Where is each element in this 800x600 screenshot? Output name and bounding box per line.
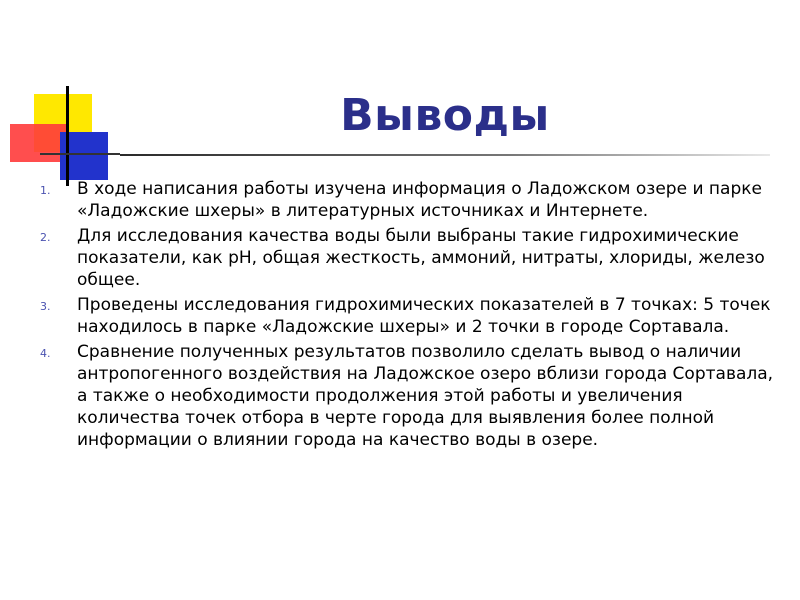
decorative-red-rectangle [10, 124, 66, 162]
list-item [40, 341, 780, 451]
list-item [40, 294, 780, 338]
list-item-text: Для исследования качества воды были выбраны такие гидрохимические показатели, как pH, общая жесткость, аммоний, нитраты, хлориды, железо общее. [77, 226, 765, 290]
list-item-number: 1. [40, 184, 51, 197]
list-item-number: 4. [40, 347, 51, 360]
list-item-number: 2. [40, 231, 51, 244]
conclusions-list [40, 178, 780, 454]
slide-title: Выводы [340, 90, 550, 141]
list-item-text: В ходе написания работы изучена информация о Ладожском озере и парке «Ладожские шхеры» в литературных источниках и Интернете. [77, 179, 762, 221]
list-item-number: 3. [40, 300, 51, 313]
list-item-text: Проведены исследования гидрохимических показателей в 7 точках: 5 точек находилось в парке «Ладожские шхеры» и 2 точки в городе Сортавала. [77, 295, 771, 337]
decorative-horizontal-line [40, 153, 120, 155]
list-item-text: Сравнение полученных результатов позволило сделать вывод о наличии антропогенного воздействия на Ладожское озеро вблизи города Сортавала, а также о необходимости продолжения этой работы и увеличения количества точек отбора в черте города для выявления более полной информации о влиянии города на качество воды в озере. [77, 342, 774, 450]
list-item [40, 178, 780, 222]
title-underline-rule [120, 154, 770, 156]
list-item [40, 225, 780, 291]
decorative-vertical-line [66, 86, 69, 186]
